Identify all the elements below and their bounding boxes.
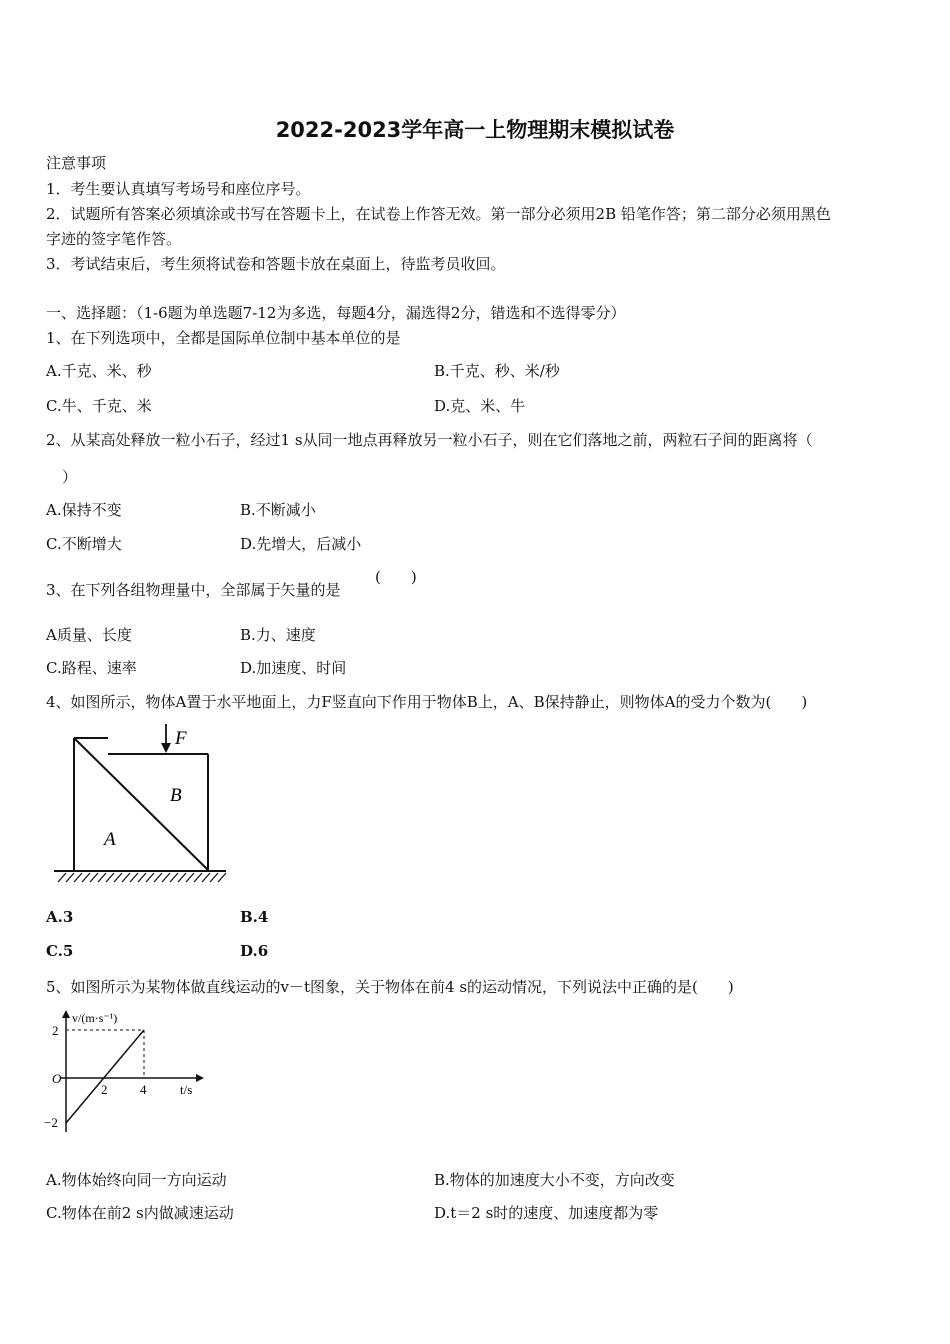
x-tick-4: 4 [140,1082,147,1097]
q1-option-a: A.千克、米、秒 [46,362,152,380]
q4-option-c: C.5 [46,942,74,960]
q3-bracket: ( ) [375,568,417,586]
q3-option-d: D.加速度、时间 [240,659,347,677]
notice-item-2-cont: 字迹的签字笔作答。 [46,230,182,248]
notice-item-2: 2．试题所有答案必须填涂或书写在答题卡上，在试卷上作答无效。第一部分必须用2B 铅笔作答；第二部分必须用黑色 [46,205,831,223]
q1-option-c: C.牛、千克、米 [46,397,152,415]
y-axis-label: v/(m·s⁻¹) [72,1011,118,1025]
q3-option-b: B.力、速度 [240,626,316,644]
q2-stem: 2、从某高处释放一粒小石子，经过1 s从同一地点再释放另一粒小石子，则在它们落地之前，两粒石子间的距离将（ [46,431,813,449]
block-b-label: B [170,785,182,806]
q2-stem-bracket: ） [62,468,78,486]
q4-stem: 4、如图所示，物体A置于水平地面上，力F竖直向下作用于物体B上，A、B保持静止，则物体A的受力个数为( ) [46,693,808,711]
q3-option-c: C.路程、速率 [46,659,137,677]
q5-option-b: B.物体的加速度大小不变，方向改变 [434,1171,675,1189]
block-diagram [50,722,230,892]
vt-graph [40,1008,210,1138]
q1-option-d: D.克、米、牛 [434,397,526,415]
notice-item-3: 3．考试结束后，考生须将试卷和答题卡放在桌面上，待监考员收回。 [46,255,506,273]
section-heading: 一、选择题：（1-6题为单选题7-12为多选，每题4分，漏选得2分，错选和不选得零分） [46,304,626,322]
q2-option-a: A.保持不变 [46,501,122,519]
q4-option-a: A.3 [46,908,74,926]
q2-option-c: C.不断增大 [46,535,122,553]
q5-option-c: C.物体在前2 s内做减速运动 [46,1204,234,1222]
page-title: 2022-2023学年高一上物理期末模拟试卷 [275,118,675,142]
y-tick-top: 2 [52,1023,59,1038]
y-tick-bottom: −2 [44,1115,58,1130]
q1-stem: 1、在下列选项中，全都是国际单位制中基本单位的是 [46,329,401,347]
q2-option-b: B.不断减小 [240,501,316,519]
q5-option-d: D.t＝2 s时的速度、加速度都为零 [434,1204,659,1222]
block-a-label: A [104,829,116,850]
x-axis-label: t/s [180,1082,193,1097]
q5-option-a: A.物体始终向同一方向运动 [46,1171,227,1189]
origin-label: O [52,1071,62,1086]
notice-heading: 注意事项 [46,154,107,172]
q2-option-d: D.先增大，后减小 [240,535,362,553]
force-label: F [175,728,187,749]
q3-stem: 3、在下列各组物理量中，全部属于矢量的是 [46,581,341,599]
q3-option-a: A质量、长度 [46,626,132,644]
x-tick-2: 2 [101,1082,108,1097]
notice-item-1: 1．考生要认真填写考场号和座位序号。 [46,180,311,198]
q4-option-b: B.4 [240,908,269,926]
q5-stem: 5、如图所示为某物体做直线运动的v－t图象，关于物体在前4 s的运动情况，下列说法中正确的是( ) [46,978,734,996]
q1-option-b: B.千克、秒、米/秒 [434,362,560,380]
q4-option-d: D.6 [240,942,269,960]
